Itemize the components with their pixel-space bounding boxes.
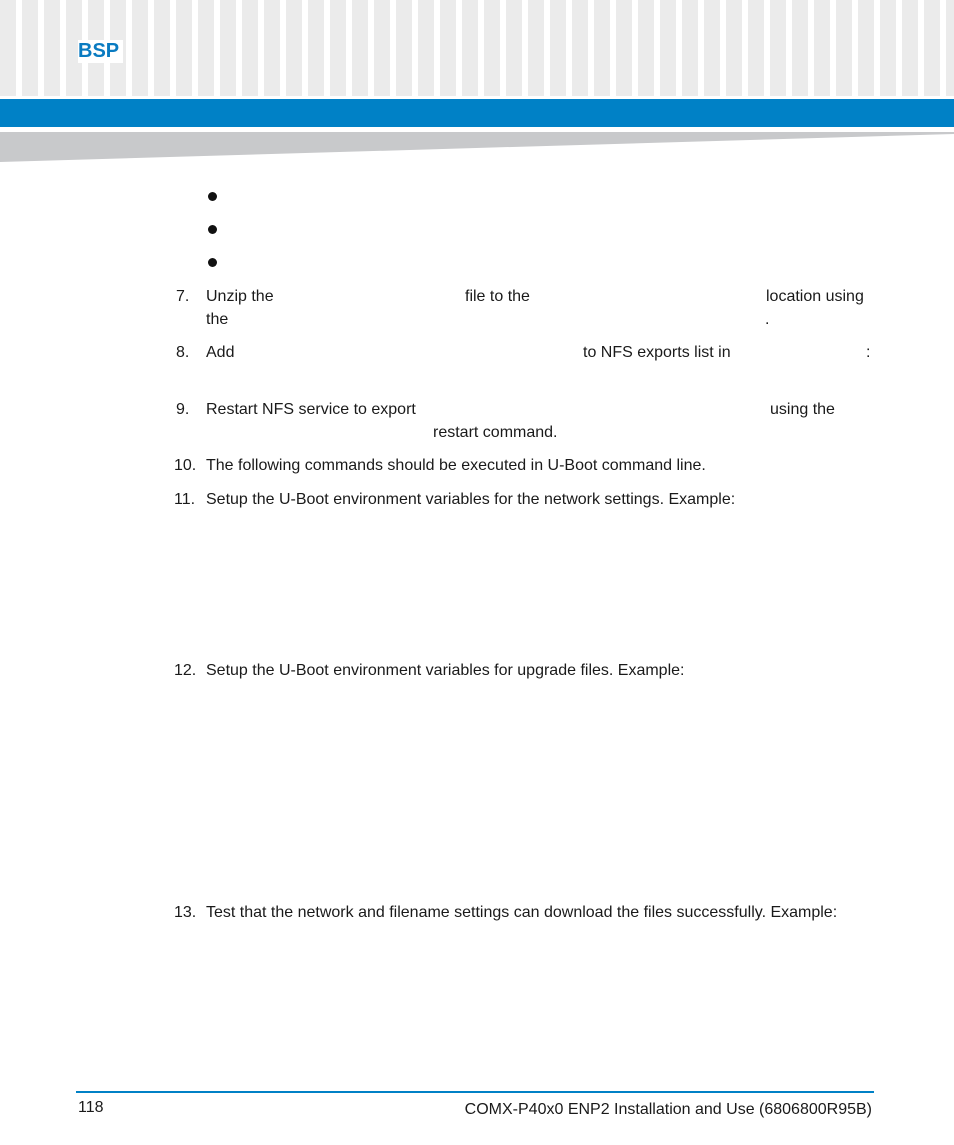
step-number: 13. (174, 904, 197, 921)
step-text: location using (766, 288, 864, 305)
step-text: to NFS exports list in (583, 344, 731, 361)
section-title: BSP (78, 40, 123, 63)
step-text: Test that the network and filename settings can download the files successfully. Example: (206, 904, 838, 921)
step-text: . (765, 311, 770, 328)
step-text: Setup the U-Boot environment variables for the network settings. Example: (206, 491, 736, 508)
step-text: : (866, 344, 871, 361)
document-title: COMX-P40x0 ENP2 Installation and Use (6806800R95B) (464, 1101, 872, 1118)
step-number: 8. (176, 344, 190, 361)
footer-rule (76, 1091, 874, 1093)
header-band (0, 99, 954, 127)
header-wedge (0, 132, 954, 162)
step-text: restart command. (433, 424, 558, 441)
step-text: The following commands should be executed in U-Boot command line. (206, 457, 706, 474)
step-number: 12. (174, 662, 197, 679)
step-text: the (206, 311, 229, 328)
step-number: 9. (176, 401, 190, 418)
step-number: 10. (174, 457, 197, 474)
header-pattern (0, 0, 954, 96)
step-text: file to the (465, 288, 530, 305)
step-text: Restart NFS service to export (206, 401, 416, 418)
bullet-item (208, 225, 217, 234)
page-number: 118 (78, 1099, 104, 1116)
step-number: 7. (176, 288, 190, 305)
bullet-item (208, 192, 217, 201)
step-text: using the (770, 401, 835, 418)
step-text: Add (206, 344, 235, 361)
step-number: 11. (174, 491, 196, 508)
step-text: Setup the U-Boot environment variables for upgrade files. Example: (206, 662, 685, 679)
bullet-item (208, 258, 217, 267)
step-text: Unzip the (206, 288, 274, 305)
